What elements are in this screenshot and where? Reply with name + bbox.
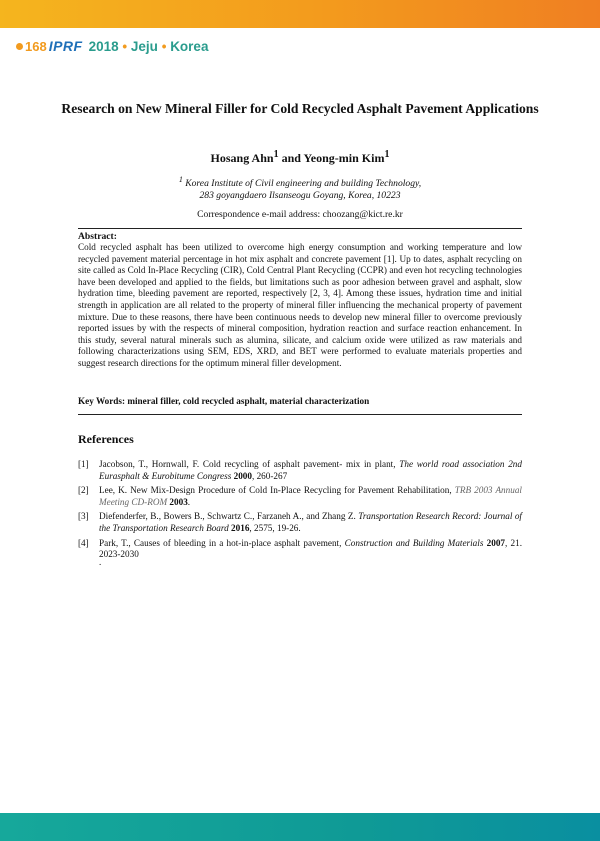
reference-text: Jacobson, T., Hornwall, F. Cold recycling of asphalt pavement- mix in plant, The world road association 2nd Eurasphalt & Eurobitume Congress 2000, 260-267 [99, 459, 522, 481]
reference-text: Park, T., Causes of bleeding in a hot-in-place asphalt pavement, Construction and Building Materials 2007, 21. 2023-2030 [99, 537, 523, 560]
logo-separator-2: • [161, 38, 167, 54]
author-line [60, 149, 540, 166]
reference-number: [1] [78, 459, 89, 469]
reference-list [78, 459, 522, 564]
keywords: Key Words: mineral filler, cold recycled asphalt, material characterization [78, 396, 370, 406]
author-1-affiliation-mark: 1 [273, 149, 279, 160]
logo-separator-1: • [122, 38, 128, 54]
author-1: Hosang Ahn [210, 151, 274, 165]
abstract-heading: Abstract: [78, 231, 117, 242]
logo-mark [16, 38, 83, 54]
reference-year: 2016 [228, 522, 250, 533]
reference-item [78, 538, 522, 561]
logo-abbreviation: IPRF [48, 38, 83, 54]
reference-source: Construction and Building Materials [344, 537, 484, 548]
references-heading: References [78, 432, 134, 446]
logo-city: Jeju [130, 38, 158, 54]
abstract-top-rule [78, 228, 522, 229]
reference-text: Lee, K. New Mix-Design Procedure of Cold In-Place Recycling for Pavement Rehabilitation, TRB 2003 Annual Meeting CD-ROM 2003. [99, 485, 522, 507]
logo-dot-icon [16, 43, 23, 50]
reference-source: TRB 2003 Annual Meeting CD-ROM [99, 485, 522, 507]
reference-source: The world road association 2nd Eurasphalt & Eurobitume Congress [99, 459, 522, 481]
author-conjunction: and [278, 151, 304, 165]
trailing-period: . [99, 557, 102, 567]
reference-number: [2] [78, 485, 89, 496]
reference-year: 2007 [483, 537, 506, 548]
reference-item [78, 511, 522, 534]
logo-number: 168 [25, 38, 47, 54]
affiliation-mark: 1 [178, 175, 183, 184]
reference-item [78, 485, 522, 508]
reference-year: 2000 [231, 470, 252, 481]
author-2-affiliation-mark: 1 [384, 149, 390, 160]
abstract-text: Cold recycled asphalt has been utilized to overcome high energy consumption and working temperature and low recycled pavement material percentage in hot mix asphalt and concrete pavement [1]. Up to dates, asphalt recycling on site called as Cold In-Place Recycling (CIR), Cold Central Plant Recycling (CCPR) and even hot recycling technologies have been developed and applied to the fields, but limitations such as poor adhesion between gravel and asphalt, slow hydration time, bleeding pavement are reported, respectively [2, 3, 4]. Among these issues, hydration time and initial strength in application are all related to the property of mineral filler influencing the mechanical property of pavement mixture. Due to these reasons, there have been continuous needs to develop new mineral filler to overcome previously reported issues by with the respects of mineral composition, hydration reaction and surface reaction enhancement. In this study, several natural minerals such as alumina, silicate, and calcium oxide were utilized as raw materials and following characterizations using SEM, EDS, XRD, and BET were performed to evaluate materials properties and suggest research directions for the optimum mineral filler development. [78, 242, 522, 368]
logo-tail [89, 39, 209, 54]
footer-band [0, 813, 600, 841]
header-band [0, 0, 600, 28]
reference-source: Transportation Research Record: Journal of the Transportation Research Board [99, 511, 522, 533]
author-2: Yeong-min Kim [303, 151, 385, 165]
paper-title: Research on New Mineral Filler for Cold Recycled Asphalt Pavement Applications [61, 101, 539, 116]
reference-year: 2003 [167, 496, 188, 507]
reference-text: Diefenderfer, B., Bowers B., Schwartz C., Farzaneh A., and Zhang Z. Transportation Research Record: Journal of the Transportation Research Board 2016, 2575, 19-26. [99, 511, 522, 533]
reference-number: [3] [78, 511, 89, 522]
abstract-bottom-rule [78, 414, 522, 415]
affiliation-line-2: 283 goyangdaero Ilsanseogu Goyang, Korea, 10223 [199, 190, 401, 202]
affiliation [60, 174, 540, 202]
reference-number: [4] [78, 537, 89, 548]
conference-logo [16, 36, 208, 56]
affiliation-line-1: Korea Institute of Civil engineering and building Technology, [185, 178, 422, 190]
logo-country: Korea [170, 38, 209, 54]
correspondence-email: Correspondence e-mail address: choozang@kict.re.kr [197, 209, 403, 220]
reference-item [78, 459, 522, 482]
logo-year: 2018 [88, 38, 119, 54]
